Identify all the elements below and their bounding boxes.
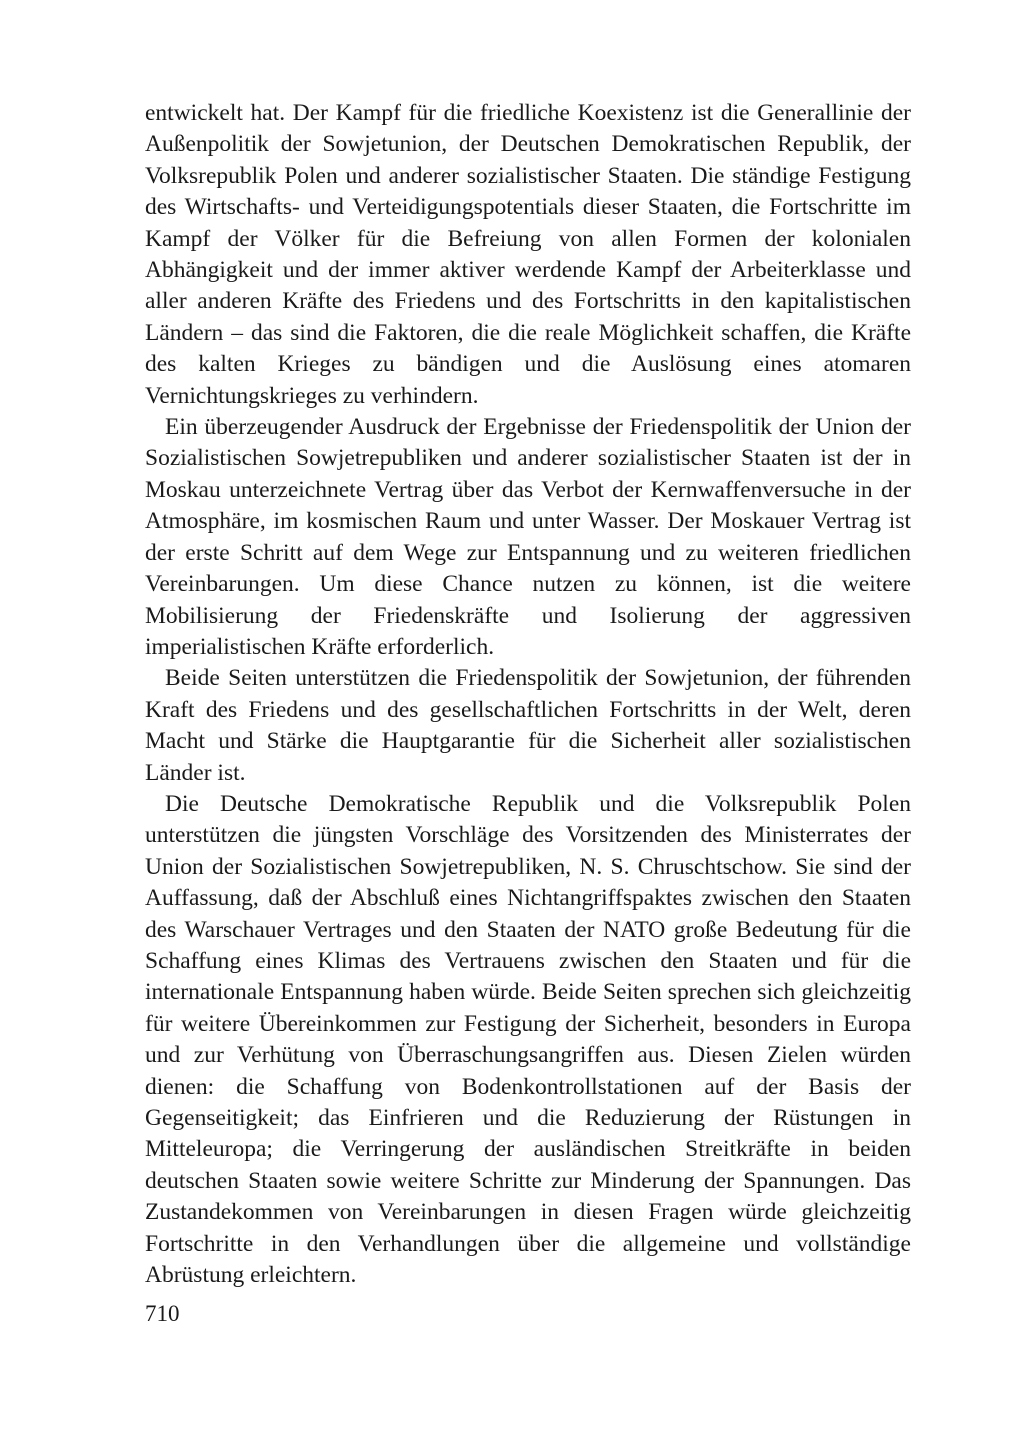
paragraph-2: Ein überzeugender Ausdruck der Ergebnisse der Friedenspolitik der Union der Sozialistischen Sowjetrepubliken und anderer sozialistischer Staaten ist der in Moskau unterzeichnete Vertrag über das Verbot der Kernwaffenversuche in der Atmosphäre, im kosmischen Raum und unter Wasser. Der Moskauer Vertrag ist der erste Schritt auf dem Wege zur Entspannung und zu weiteren friedlichen Vereinbarungen. Um diese Chance nutzen zu können, ist die weitere Mobilisierung der Friedenskräfte und Isolierung der aggressiven imperialistischen Kräfte erforderlich. <box>145 414 911 660</box>
body-text <box>145 98 911 1291</box>
page-number: 710 <box>145 1301 180 1326</box>
paragraph-3: Beide Seiten unterstützen die Friedenspolitik der Sowjetunion, der führenden Kraft des Friedens und des gesellschaftlichen Fortschritts in der Welt, deren Macht und Stärke die Hauptgarantie für die Sicherheit aller sozialistischen Länder ist. <box>145 665 911 786</box>
paragraph-4: Die Deutsche Demokratische Republik und die Volksrepublik Polen unterstützen die jüngsten Vorschläge des Vorsitzenden des Ministerrates der Union der Sozialistischen Sowjetrepubliken, N. S. Chruschtschow. Sie sind der Auffassung, daß der Abschluß eines Nichtangriffspaktes zwischen den Staaten des Warschauer Vertrages und den Staaten der NATO große Bedeutung für die Schaffung eines Klimas des Vertrauens zwischen den Staaten und für die internationale Entspannung haben würde. Beide Seiten sprechen sich gleichzeitig für weitere Übereinkommen zur Festigung der Sicherheit, besonders in Europa und zur Verhütung von Überraschungsangriffen aus. Diesen Zielen würden dienen: die Schaffung von Bodenkontrollstationen auf der Basis der Gegenseitigkeit; das Einfrieren und die Reduzierung der Rüstungen in Mitteleuropa; die Verringerung der ausländischen Streitkräfte in beiden deutschen Staaten sowie weitere Schritte zur Minderung der Spannungen. Das Zustandekommen von Vereinbarungen in diesen Fragen würde gleichzeitig Fortschritte in den Verhandlungen über die allgemeine und vollständige Abrüstung erleichtern. <box>145 790 911 1289</box>
paragraph-1: entwickelt hat. Der Kampf für die friedliche Koexistenz ist die Generallinie der Außenpolitik der Sowjetunion, der Deutschen Demokratischen Republik, der Volksrepublik Polen und anderer sozialistischer Staaten. Die ständige Festigung des Wirtschafts- und Verteidigungspotentials dieser Staaten, die Fortschritte im Kampf der Völker für die Befreiung von allen Formen der kolonialen Abhängigkeit und der immer aktiver werdende Kampf der Arbeiterklasse und aller anderen Kräfte des Friedens und des Fortschritts in den kapitalistischen Ländern – das sind die Faktoren, die die reale Möglichkeit schaffen, die Kräfte des kalten Krieges zu bändigen und die Auslösung eines atomaren Vernichtungskrieges zu verhindern. <box>145 100 911 409</box>
